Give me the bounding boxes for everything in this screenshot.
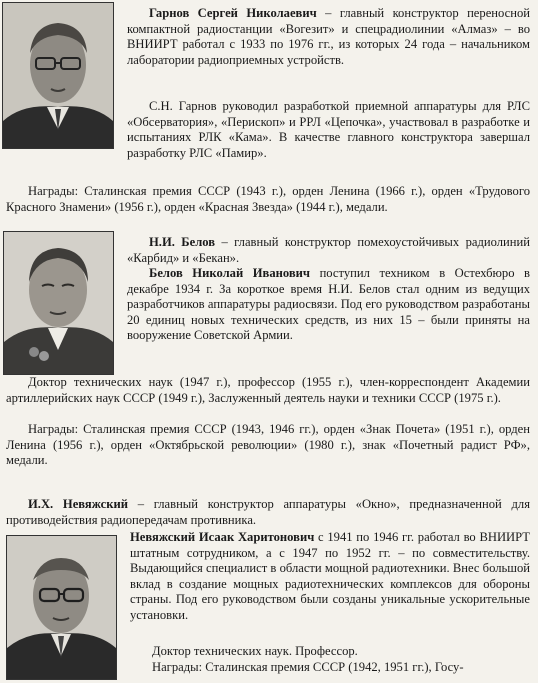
portrait-garnov [2,2,114,149]
belov-degrees-paragraph [6,375,530,406]
belov-intro-paragraph [127,235,530,266]
portrait-belov-image [4,232,113,374]
belov-work: поступил техником в Остехбюро в декабре 1934 г. За короткое время Н.И. Белов стал одним из ведущих разработчиков аппаратуры радиосвязи. Под его руководством разработаны 20 единиц новых технических средств, из них 15 – были приняты на вооружение Советской Армии. [127,266,530,343]
nevyazhsky-degrees: Доктор технических наук. Профессор. [152,644,358,658]
belov-intro: – главный конструктор помехоустойчивых радиолиний «Карбид» и «Бекан». [127,235,530,265]
garnov-intro: – главный конструктор переносной компактной радиостанции «Вогезит» и спецрадиолинии «Алмаз» – во ВНИИРТ работал с 1933 по 1976 гг., из которых 24 года – начальником лаборатории радиоприемных устройств. [127,6,530,67]
portrait-belov [3,231,114,375]
garnov-work: С.Н. Гарнов руководил разработкой приемной аппаратуры для РЛС «Обсерватория», «Перископ» и РРЛ «Цепочка», участвовал в разработке и испытаниях РЛК «Кама». В качестве главного конструктора завершал разработку РЛС «Памир». [127,99,530,160]
garnov-awards-paragraph [6,184,530,215]
portrait-garnov-image [3,3,113,148]
belov-full-name: Белов Николай Иванович [149,266,311,280]
portrait-nevyazhsky [6,535,117,680]
nevyazhsky-short-name: И.Х. Невяжский [28,497,128,511]
nevyazhsky-intro: – главный конструктор аппаратуры «Окно», предназначенной для противодействия радиопередачам противника. [6,497,530,527]
nevyazhsky-work-paragraph [130,530,530,624]
belov-awards: Награды: Сталинская премия СССР (1943, 1946 гг.), орден «Знак Почета» (1951 г.), орден Ленина (1956 г.), орден «Октябрьской революции» (1980 г.), знак «Почетный радист РФ», медали. [6,422,530,468]
belov-short-name: Н.И. Белов [149,235,216,249]
nevyazhsky-work: с 1941 по 1946 гг. работал во ВНИИРТ штатным сотрудником, а с 1947 по 1952 гг. – по совместительству. Выдающийся специалист в области мощной радиотехники. Внес большой вклад в создание мощных радиотехнических комплексов для обороны страны. Под его руководством были созданы уникальные ускорительные установки. [130,530,530,622]
belov-degrees: Доктор технических наук (1947 г.), профессор (1955 г.), член-корреспондент Академии артиллерийских наук СССР (1949 г.), Заслуженный деятель науки и техники СССР (1975 г.). [6,375,530,405]
nevyazhsky-awards: Награды: Сталинская премия СССР (1942, 1951 гг.), Госу- [152,660,464,674]
nevyazhsky-awards-paragraph [130,660,530,676]
nevyazhsky-intro-paragraph [6,497,530,528]
garnov-awards: Награды: Сталинская премия СССР (1943 г.), орден Ленина (1966 г.), орден «Трудового Красного Знамени» (1956 г.), орден «Красная Звезда» (1944 г.), медали. [6,184,530,214]
garnov-intro-paragraph [127,6,530,68]
nevyazhsky-degrees-paragraph [130,644,530,660]
garnov-work-paragraph [127,99,530,161]
belov-work-paragraph [127,266,530,344]
garnov-name: Гарнов Сергей Николаевич [149,6,317,20]
nevyazhsky-full-name: Невяжский Исаак Харитонович [130,530,315,544]
belov-awards-paragraph [6,422,530,469]
portrait-nevyazhsky-image [7,536,116,679]
